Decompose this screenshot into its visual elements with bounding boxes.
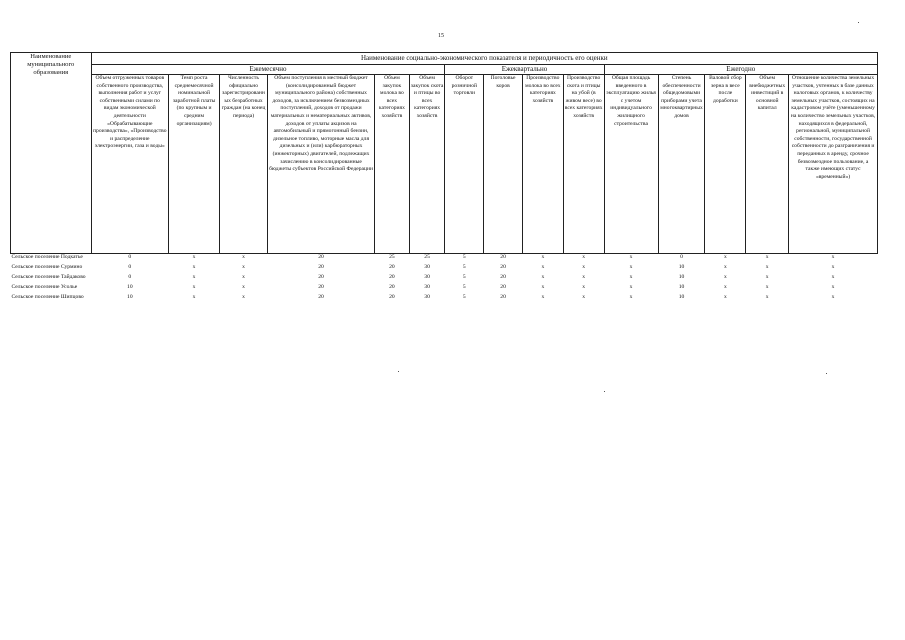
table-cell: х	[541, 264, 545, 270]
table-cell: 20	[500, 264, 506, 270]
table-row	[11, 254, 878, 265]
table-cell: х	[541, 254, 545, 260]
table-cell: 10	[678, 264, 685, 270]
table-cell: 5	[462, 284, 466, 290]
municipality-name: Сельское поселение Усолье	[11, 284, 78, 290]
table-row	[11, 284, 878, 294]
table-title: Наименование социально-экономического показателя и периодичность его оценки	[91, 53, 877, 65]
table-cell: х	[629, 274, 633, 280]
table-cell: х	[541, 284, 545, 290]
table-cell: х	[192, 284, 196, 290]
table-cell: х	[192, 274, 196, 280]
table-cell: х	[242, 264, 245, 270]
municipality-name: Сельское поселение Сурмино	[11, 264, 83, 270]
table-cell: х	[629, 254, 633, 260]
table-cell: 0	[680, 254, 683, 260]
municipality-column-header: Наименование муниципального образования	[11, 53, 92, 254]
table-cell: х	[629, 284, 633, 290]
table-cell: х	[831, 254, 835, 260]
table-cell: 20	[318, 274, 324, 280]
table-cell: 0	[128, 254, 132, 260]
table-cell: х	[629, 264, 633, 270]
table-cell: х	[765, 254, 769, 260]
table-cell: 5	[462, 274, 466, 280]
table-cell: 30	[424, 274, 430, 280]
table-cell: 20	[318, 264, 324, 270]
indicator-header: Объем закупок молока во всех категориях хозяйств	[375, 75, 410, 254]
table-cell: х	[541, 294, 545, 300]
table-cell: х	[629, 294, 633, 300]
table-cell: 25	[424, 254, 430, 260]
table-row	[11, 264, 878, 274]
table-cell: 20	[500, 274, 506, 280]
table-cell: х	[242, 274, 245, 280]
indicator-header: Темп роста среднемесячной номинальной заработной платы (по крупным и средним организациям)	[169, 75, 220, 254]
municipality-name: Сельское поселение Тайдаково	[11, 274, 86, 280]
indicator-header: Объем поступления в местный бюджет (консолидированный бюджет муниципального района) собственных доходов, за исключением безвозмездных поступлений, доходов от продажи материальных и нематериальных активов, доходов от уплаты акцизов на автомобильный и прямогонный бензин, дизельное топливо, моторные масла для дизельных и (или) карбюраторных (инжекторных) двигателей, подлежащих зачислению в консолидированные бюджеты субъектов Российской Федерации	[267, 75, 374, 254]
indicator-header: Объем отгруженных товаров собственного производства, выполнения работ и услуг собственными силами по видам экономической деятельности «Обрабатывающие производства», «Производство и распределение электроэнергии, газа и воды»	[91, 75, 169, 254]
table-cell: 10	[678, 274, 685, 280]
table-cell: х	[723, 254, 727, 260]
table-cell: х	[831, 294, 835, 300]
indicator-header: Оборот розничной торговли	[445, 75, 484, 254]
table-cell: 20	[389, 294, 395, 300]
table-cell: 30	[424, 294, 430, 300]
indicator-header: Поголовье коров	[484, 75, 523, 254]
table-cell: х	[242, 254, 245, 260]
table-cell: 10	[678, 294, 685, 300]
municipality-name: Сельское поселение Шипцово	[11, 294, 84, 300]
table-cell: х	[765, 264, 769, 270]
table-cell: х	[582, 274, 586, 280]
table-cell: 0	[128, 264, 132, 270]
table-cell: 20	[500, 254, 506, 260]
table-cell: 5	[462, 264, 466, 270]
table-cell: 25	[389, 254, 395, 260]
table-cell: х	[582, 264, 586, 270]
table-cell: х	[723, 264, 727, 270]
table-cell: х	[541, 274, 545, 280]
indicator-header: Производство молока во всех категориях хозяйств	[522, 75, 563, 254]
table-cell: 20	[389, 284, 395, 290]
indicator-header: Объем закупок скота и птицы во всех категориях хозяйств	[409, 75, 445, 254]
table-cell: 5	[462, 254, 466, 260]
table-cell: 20	[500, 294, 506, 300]
table-cell: х	[723, 274, 727, 280]
municipality-name: Сельское поселение Подкатье	[11, 254, 83, 260]
table-cell: х	[192, 254, 196, 260]
table-body	[11, 254, 878, 305]
table-cell: 10	[678, 284, 685, 290]
table-cell: х	[192, 264, 196, 270]
table-cell: х	[242, 284, 245, 290]
indicator-header: Валовой сбор зерна в весе после доработки	[705, 75, 746, 254]
table-cell: 10	[127, 284, 133, 290]
table-cell: х	[765, 274, 769, 280]
period-yearly: Ежегодно	[604, 65, 877, 75]
table-cell: х	[582, 294, 586, 300]
table-cell: х	[242, 294, 245, 300]
table-cell: 10	[127, 294, 133, 300]
table-cell: 5	[462, 294, 466, 300]
indicator-header: Отношение количества земельных участков, учтенных в базе данных налоговых органов, к количеству земельных участков, состоящих на кадастровом учёте (уменьшенному на количество земельных участков, находящихся в федеральной, региональной, муниципальной собственности, государственной собственности до разграничения и переданных в аренду, срочное безвозмездное пользование, а также имеющих статус «временный»)	[789, 75, 878, 254]
table-cell: х	[582, 254, 586, 260]
table-cell: 30	[424, 264, 430, 270]
indicator-header: Степень обеспеченности общедомовыми приборами учета многоквартирных домов	[658, 75, 705, 254]
table-cell: 20	[318, 294, 324, 300]
table-cell: х	[723, 294, 727, 300]
table-row	[11, 274, 878, 284]
table-row	[11, 294, 878, 304]
table-cell: 20	[318, 284, 324, 290]
period-monthly: Ежемесячно	[91, 65, 445, 75]
table-cell: 20	[389, 264, 395, 270]
table-cell: х	[723, 284, 727, 290]
table-cell: 0	[128, 274, 132, 280]
table-cell: 30	[424, 284, 430, 290]
indicator-header: Численность официально зарегистрированных безработных граждан (на конец периода)	[220, 75, 268, 254]
table-cell: х	[192, 294, 196, 300]
table-cell: х	[831, 274, 835, 280]
period-quarterly: Ежеквартально	[445, 65, 604, 75]
indicators-table	[10, 52, 878, 304]
table-cell: х	[582, 284, 586, 290]
table-cell: 20	[500, 284, 506, 290]
indicator-header: Объем внебюджетных инвестиций в основной капитал	[746, 75, 789, 254]
scan-speck	[398, 371, 399, 372]
scan-speck	[604, 391, 605, 392]
table-cell: х	[831, 284, 835, 290]
scan-speck	[826, 373, 827, 374]
table-cell: х	[831, 264, 835, 270]
table-cell: х	[765, 284, 769, 290]
indicator-header: Производство скота и птицы на убой (в живом весе) во всех категориях хозяйств	[563, 75, 604, 254]
table-cell: 20	[318, 254, 324, 260]
table-cell: 20	[389, 274, 395, 280]
table-cell: х	[765, 294, 769, 300]
scan-speck	[858, 22, 859, 23]
page-number: 15	[438, 33, 444, 39]
indicator-header: Общая площадь введенного в эксплуатацию жилья с учетом индивидуального жилищного строительства	[604, 75, 658, 254]
